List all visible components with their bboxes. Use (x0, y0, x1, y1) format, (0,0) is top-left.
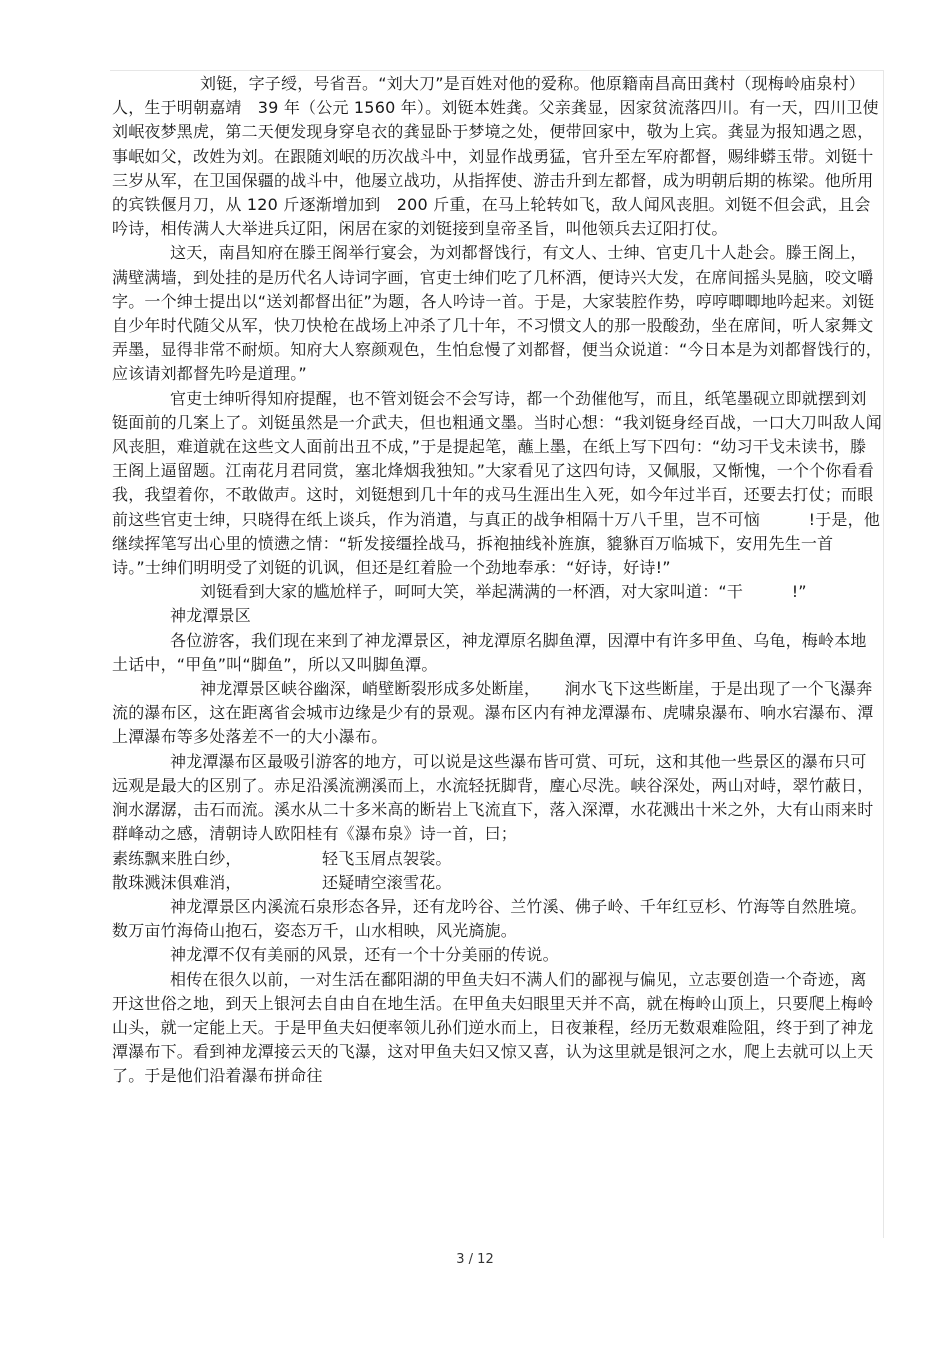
paragraph-toast: 刘铤看到大家的尴尬样子，呵呵大笑，举起满满的一杯酒，对大家叫道：“干 !” (200, 582, 807, 602)
paragraph-poem-writing: 官吏士绅听得知府提醒，也不管刘铤会不会写诗，都一个劲催他写，而且，纸笔墨砚立即就摆到刘铤面前的几案上了。刘铤虽然是一介武夫，但也粗通文墨。当时心想：“我刘铤身经百战，一口大刀叫敌人闻风丧胆，难道就在这些文人面前出丑不成，”于是提起笔，蘸上墨，在纸上写下四句：“幼习干戈未读书，滕王阁上逼留题。江南花月君同赏，塞北烽烟我独知。”大家看见了这四句诗，又佩服，又惭愧，一个个你看看我，我望着你，不敢做声。这时，刘铤想到几十年的戎马生涯出生入死，如今年过半百，还要去打仗；而眼前这些官吏士绅，只晓得在纸上谈兵，作为消遣，与真正的战争相隔十万八千里，岂不可恼 !于是，他继续挥笔写出心里的愤懑之情：“斩发接缰拴战马，拆袍抽线补旌旗，貔貅百万临城下，安用先生一首诗。”士绅们明明受了刘铤的讥讽，但还是红着脸一个劲地奉承：“好诗，好诗!” (112, 388, 882, 578)
paragraph-waterfall: 神龙潭瀑布区最吸引游客的地方，可以说是这些瀑布皆可赏、可玩，这和其他一些景区的瀑布只可远观是最大的区别了。赤足沿溪流溯溪而上，水流轻抚脚背，麈心尽洗。峡谷深处，两山对峙，翠竹蔽日，涧水潺潺，击石而流。溪水从二十多米高的断岩上飞流直下，落入深潭，水花溅出十米之外，大有山雨来时群峰动之感，清朝诗人欧阳桂有《瀑布泉》诗一首，曰； (112, 751, 874, 844)
poem-line (112, 871, 882, 895)
poem-left: 素练飘来胜白纱， (112, 848, 242, 868)
paragraph-intro: 各位游客，我们现在来到了神龙潭景区，神龙潭原名脚鱼潭，因潭中有许多甲鱼、乌龟，梅岭本地土话中，“甲鱼”叫“脚鱼”，所以又叫脚鱼潭。 (112, 630, 867, 674)
paragraph-liu-ting-bio: 刘铤，字子绶，号省吾。“刘大刀”是百姓对他的爱称。他原籍南昌高田龚村（现梅岭庙泉村）人，生于明朝嘉靖 39 年（公元 1560 年）。刘铤本姓龚。父亲龚显，因家贫流落四川。有一天，四川卫使刘岷夜梦黑虎，第二天便发现身穿皂衣的龚显卧于梦境之处，便带回家中，敬为上宾。龚显为报知遇之恩，事岷如父，改姓为刘。在跟随刘岷的历次战斗中，刘显作战勇猛，官升至左军府都督，赐绯蟒玉带。刘铤十三岁从军，在卫国保疆的战斗中，他屡立战功，从指挥使、游击升到左都督，成为明朝后期的栋梁。他所用的宾铁偃月刀，从 120 斤逐渐增加到 200 斤重，在马上轮转如飞，敌人闻风丧胆。刘铤不但会武，且会吟诗，相传满人大举进兵辽阳，闲居在家的刘铤接到皇帝圣旨，叫他领兵去辽阳打仗。 (112, 74, 879, 239)
section-heading: 神龙潭景区 (170, 606, 252, 626)
paragraph-legend: 相传在很久以前，一对生活在鄱阳湖的甲鱼夫妇不满人们的鄙视与偏见，立志要创造一个奇迹，离开这世俗之地，到天上银河去自由自在地生活。在甲鱼夫妇眼里天并不高，就在梅岭山顶上，只要爬上梅岭山头，就一定能上天。于是甲鱼夫妇便率领儿孙们逆水而上，日夜兼程，经历无数艰难险阻，终于到了神龙潭瀑布下。看到神龙潭接云天的飞瀑，这对甲鱼夫妇又惊又喜，认为这里就是银河之水，爬上去就可以上天了。于是他们沿着瀑布拼命往 (112, 969, 874, 1086)
poem-left: 散珠溅沫俱难消， (112, 872, 242, 892)
poem-right: 还疑晴空滚雪花。 (322, 872, 452, 892)
paragraph-banquet: 这天，南昌知府在滕王阁举行宴会，为刘都督饯行，有文人、士绅、官吏几十人赴会。滕王阁上，满壁满墙，到处挂的是历代名人诗词字画，官吏士绅们吃了几杯酒，便诗兴大发，在席间摇头晃脑，咬文嚼字。一个绅士提出以“送刘都督出征”为题，各人吟诗一首。于是，大家装腔作势，哼哼唧唧地吟起来。刘铤自少年时代随父从军，快刀快枪在战场上冲杀了几十年，不习惯文人的那一股酸劲，坐在席间，听人家舞文弄墨，显得非常不耐烦。知府大人察颜观色，生怕怠慢了刘都督，便当众说道：“今日本是为刘都督饯行的，应该请刘都督先吟是道理。” (112, 243, 882, 384)
document-body (112, 72, 882, 1089)
paragraph-gorge: 神龙潭景区峡谷幽深，峭壁断裂形成多处断崖， 涧水飞下这些断崖，于是出现了一个飞瀑奔流的瀑布区，这在距离省会城市边缘是少有的景观。瀑布区内有神龙潭瀑布、虎啸泉瀑布、响水宕瀑布、潭上潭瀑布等多处落差不一的大小瀑布。 (112, 679, 874, 747)
page-number: 3 / 12 (456, 1252, 494, 1267)
paragraph-legend-intro: 神龙潭不仅有美丽的风景，还有一个十分美丽的传说。 (170, 945, 559, 965)
poem-right: 轻飞玉屑点袈裟。 (322, 848, 452, 868)
paragraph-scenery: 神龙潭景区内溪流石泉形态各异，还有龙吟谷、兰竹溪、佛子岭、千年红豆杉、竹海等自然胜境。数万亩竹海倚山抱石，姿态万千，山水相映，风光旖旎。 (112, 896, 867, 941)
poem-line (112, 847, 882, 871)
